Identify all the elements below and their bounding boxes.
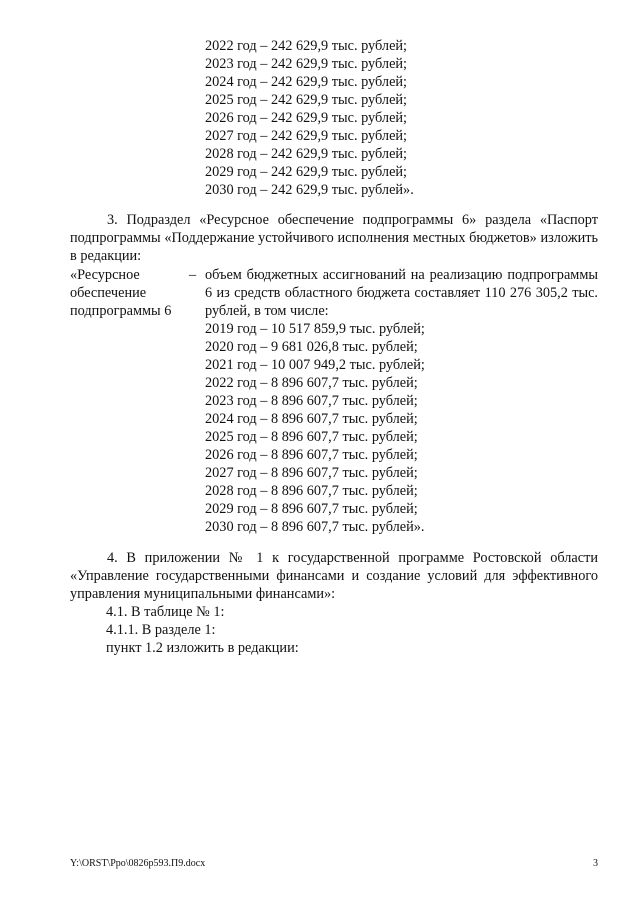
label-dash: – xyxy=(189,267,197,283)
list-item: 2025 год – 242 629,9 тыс. рублей; xyxy=(205,92,408,108)
file-path-footer: Y:\ORST\Ppo\0826p593.П9.docx xyxy=(70,858,206,869)
subitem-point: пункт 1.2 изложить в редакции: xyxy=(106,640,299,656)
paragraph-3 xyxy=(70,211,598,265)
subitem-4-1: 4.1. В таблице № 1: xyxy=(106,604,225,620)
list-item: 2019 год – 10 517 859,9 тыс. рублей; xyxy=(205,321,425,337)
list-item: 2030 год – 242 629,9 тыс. рублей». xyxy=(205,182,414,198)
list-item: 2027 год – 242 629,9 тыс. рублей; xyxy=(205,128,408,144)
list-item: 2027 год – 8 896 607,7 тыс. рублей; xyxy=(205,465,418,481)
list-item: 2025 год – 8 896 607,7 тыс. рублей; xyxy=(205,429,418,445)
list-item: 2023 год – 8 896 607,7 тыс. рублей; xyxy=(205,393,418,409)
list-item: 2023 год – 242 629,9 тыс. рублей; xyxy=(205,56,408,72)
list-item: 2029 год – 8 896 607,7 тыс. рублей; xyxy=(205,501,418,517)
list-item: 2030 год – 8 896 607,7 тыс. рублей». xyxy=(205,519,425,535)
funding-list-subprogram6 xyxy=(205,320,425,536)
list-item: 2021 год – 10 007 949,2 тыс. рублей; xyxy=(205,357,425,373)
list-item: 2028 год – 8 896 607,7 тыс. рублей; xyxy=(205,483,418,499)
list-item: 2029 год – 242 629,9 тыс. рублей; xyxy=(205,164,408,180)
resource-description: объем бюджетных ассигнований на реализацию подпрограммы 6 из средств областного бюджета составляет 110 276 305,2 тыс. рублей, в том числе: xyxy=(205,267,598,319)
list-item: 2026 год – 8 896 607,7 тыс. рублей; xyxy=(205,447,418,463)
page-number: 3 xyxy=(593,858,598,869)
resource-label xyxy=(70,266,171,320)
paragraph-3-text: 3. Подраздел «Ресурсное обеспечение подпрограммы 6» раздела «Паспорт подпрограммы «Поддержание устойчивого исполнения местных бюджетов» изложить в редакции: xyxy=(70,212,598,264)
list-item: 2024 год – 8 896 607,7 тыс. рублей; xyxy=(205,411,418,427)
paragraph-4-text: 4. В приложении № 1 к государственной программе Ростовской области «Управление государственными финансами и создание условий для эффективного управления муниципальными финансами»: xyxy=(70,550,598,602)
paragraph-4 xyxy=(70,549,598,603)
list-item: 2024 год – 242 629,9 тыс. рублей; xyxy=(205,74,408,90)
list-item: 2022 год – 242 629,9 тыс. рублей; xyxy=(205,38,408,54)
resource-label-line: обеспечение xyxy=(70,285,147,301)
list-item: 2020 год – 9 681 026,8 тыс. рублей; xyxy=(205,339,418,355)
funding-list-prev xyxy=(205,37,414,199)
resource-label-line: «Ресурсное xyxy=(70,267,140,283)
subitem-4-1-1: 4.1.1. В разделе 1: xyxy=(106,622,216,638)
list-item: 2022 год – 8 896 607,7 тыс. рублей; xyxy=(205,375,418,391)
resource-label-line: подпрограммы 6 xyxy=(70,303,172,319)
list-item: 2026 год – 242 629,9 тыс. рублей; xyxy=(205,110,408,126)
list-item: 2028 год – 242 629,9 тыс. рублей; xyxy=(205,146,408,162)
